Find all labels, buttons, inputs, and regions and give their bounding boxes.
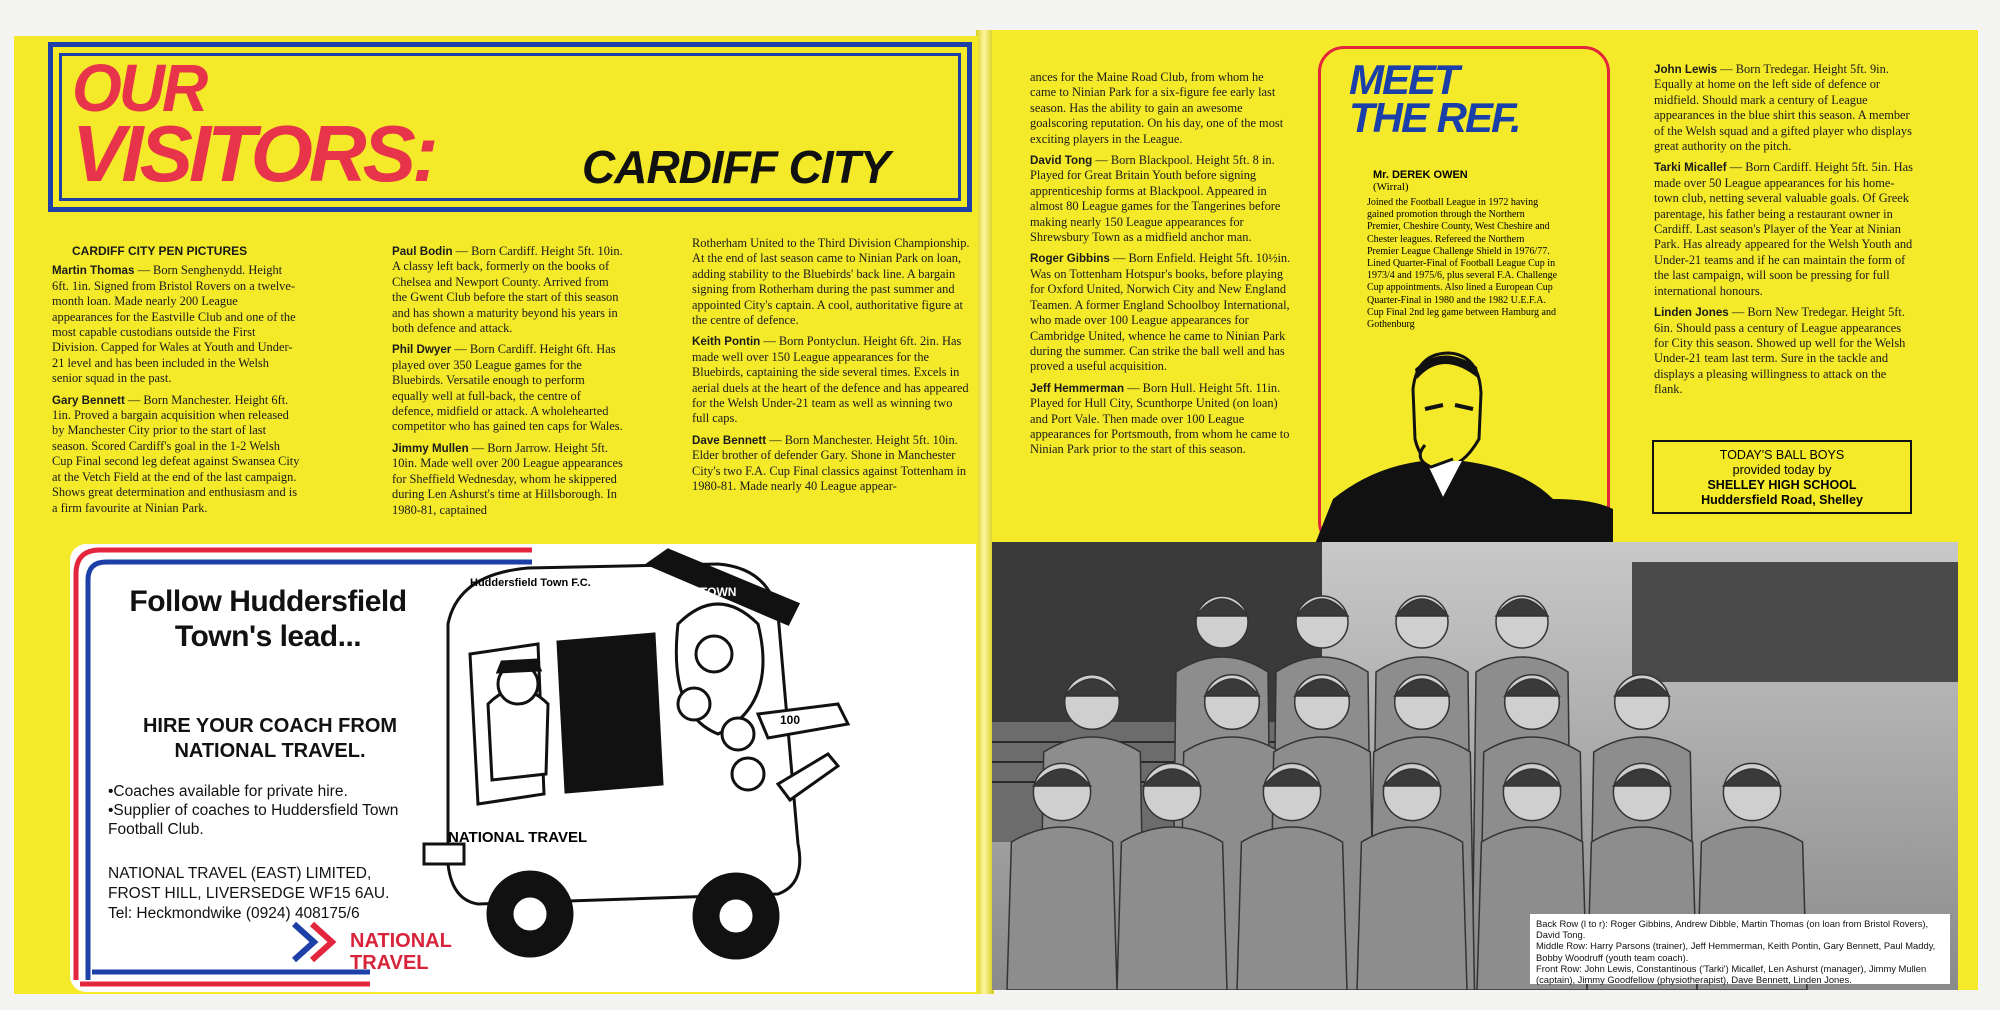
player-silhouette-body (1117, 827, 1227, 990)
national-travel-arrow-icon (290, 918, 350, 966)
ballboys-heading: TODAY'S BALL BOYS (1719, 448, 1845, 462)
player-bio: Keith Pontin — Born Pontyclun. Height 6ft. 2in. Has made well over 150 League appearances for the Bluebirds, captaining the side several times. Excels in aerial duels at the heart of the defence and has appeared for the Welsh Under-21 team as well as winning two full caps. (692, 334, 969, 426)
advert-headline: Follow Huddersfield Town's lead... (129, 585, 407, 653)
meet-the-ref-panel (1318, 46, 1610, 548)
player-bio: Phil Dwyer — Born Cardiff. Height 6ft. Has played over 350 League games for the Bluebirds. Versatile enough to perform equally well at full-back, the centre of defence, midfield or attack. A wholehearted competitor who has gained ten caps for Wales. (392, 342, 623, 434)
ball-boys-box (1652, 440, 1912, 514)
player-bio: John Lewis — Born Tredegar. Height 5ft. 9in. Equally at home on the left side of defence or midfield. Should mark a century of League appearances in the blue shirt this season. A member of the Welsh squad and a gifted player who displays great authority on the pitch. (1654, 62, 1912, 154)
player-bio: Jeff Hemmerman — Born Hull. Height 5ft. 11in. Played for Hull City, Scunthorpe United (on loan) and Port Vale. Then made over 100 League appearances for Portsmouth, from whom he came to Ninian Park prior to the start of this season. (1030, 380, 1290, 457)
address-line: FROST HILL, LIVERSEDGE WF15 6AU. (108, 885, 390, 902)
player-bio: Roger Gibbins — Born Enfield. Height 5ft. 10½in. Was on Tottenham Hotspur's books, before playing for Oxford United, Norwich City and New England Teamen. A former England Schoolboy International, who made over 100 League appearances for Cambridge United, whence he came to Ninian Park during the summer. Can strike the ball well and has proved a useful acquisition. (1030, 251, 1291, 374)
national-travel-logo: NATIONAL TRAVEL (350, 930, 452, 974)
advert-subheadline: HIRE YOUR COACH FROM NATIONAL TRAVEL. (142, 715, 398, 762)
bus-side-text: NATIONAL TRAVEL (448, 829, 588, 846)
ballboys-school: SHELLEY HIGH SCHOOL (1707, 478, 1857, 492)
title-our: OUR (72, 50, 206, 126)
address-line: NATIONAL TRAVEL (EAST) LIMITED, (108, 865, 372, 882)
player-bio: ances for the Maine Road Club, from whom he came to Ninian Park for a six-figure fee early last season. Has the ability to gain an awesome goalscoring reputation. On his day, one of the most exciting players in the League. (1030, 70, 1284, 146)
player-bio: Linden Jones — Born New Tredegar. Height 5ft. 6in. Should pass a century of League appearances for City this season. Showed up well for the Welsh Under-21 team last term. Sure in the tackle and displays a pleasing willingness to attack on the flank. (1654, 305, 1906, 397)
bullet-item: •Supplier of coaches to Huddersfield Town Football Club. (108, 802, 399, 838)
referee-portrait (1313, 349, 1613, 549)
ballboys-address: Huddersfield Road, Shelley (1701, 493, 1863, 507)
team-photo (992, 542, 1958, 990)
player-bio: Rotherham United to the Third Division Championship. At the end of last season came to Ninian Park on loan, adding stability to the Bluebirds' back line. A bargain signing from Rotherham during the past summer and appointed City's captain. A cool, authoritative figure at the centre of defence. (692, 236, 970, 328)
player-bio: Dave Bennett — Born Manchester. Height 5ft. 10in. Elder brother of defender Gary. Shone in Manchester City's two F.A. Cup Final classics against Tottenham in 1980-81. Made nearly 40 League appear- (692, 432, 967, 494)
referee-name: Mr. DEREK OWEN (1373, 169, 1468, 181)
team-photo-caption (1530, 914, 1950, 984)
player-silhouette-body (1357, 827, 1467, 990)
player-silhouette-body (1237, 827, 1347, 990)
player-bio: Paul Bodin — Born Cardiff. Height 5ft. 10in. A classy left back, formerly on the books of Chelsea and Newport County. Arrived from the Gwent Club before the start of this season and has shown a maturity beyond his years in both defence and attack. (392, 244, 623, 336)
player-bio: Tarki Micallef — Born Cardiff. Height 5ft. 5in. Has made over 50 League appearances for his home-town club, netting several valuable goals. Of Greek parentage, his father being a restaurant owner in Cardiff. Last season's Player of the Year at Ninian Park. Has already appeared for the Welsh Youth and Under-21 teams and if he can maintain the form of the last campaign, will soon be pressing for full international honours. (1654, 160, 1913, 298)
player-bio: Jimmy Mullen — Born Jarrow. Height 5ft. 10in. Made well over 200 League appearances for Sheffield Wednesday, whom he skippered during Len Ashurst's time at Hillsborough. In 1980-81, captained (392, 440, 623, 517)
caption-front-row: Front Row: John Lewis, Constantinous ('Tarki') Micallef, Len Ashurst (manager), Jimmy Mullen (captain), Jimmy Goodfellow (physiotherapist), Dave Bennett, Linden Jones. (1536, 962, 1927, 986)
caption-back-row: Back Row (l to r): Roger Gibbins, Andrew Dibble, Martin Thomas (on loan from Bristol Rovers), David Tong. (1536, 918, 1929, 941)
scarf-text: TOWN (700, 585, 737, 599)
meet-the-ref-title: MEET THE REF. (1349, 56, 1520, 141)
title-club: CARDIFF CITY (582, 141, 890, 193)
players-column-4 (1030, 70, 1292, 464)
player-silhouette-body (1007, 827, 1117, 990)
player-bio: Gary Bennett — Born Manchester. Height 6ft. 1in. Proved a bargain acquisition when released by Manchester City prior to the start of last season. Scored Cardiff's goal in the 1-2 Welsh Cup Final second leg defeat against Swansea City at the Vetch Field at the end of the last campaign. Shows great determination and enthusiasm and is a firm favourite at Ninian Park. (52, 392, 300, 515)
advert-address (108, 864, 468, 924)
coach-illustration (418, 544, 978, 992)
pen-pictures-column-3 (692, 236, 970, 501)
referee-bio: Joined the Football League in 1972 having gained promotion through the Northern Premier, Cheshire County, West Cheshire and Chester leagues. Refereed the Northern Premier League Challenge Shield in 1976/77. Lined Quarter-Final of Football League Cup in 1973/4 and 1975/6, plus several F.A. Challenge Cup appointments. Also lined a European Cup Quarter-Final in 1980 and the 1982 U.E.F.A. Cup Final 2nd leg game between Hamburg and Gothenburg (1367, 197, 1558, 331)
ballboys-text: provided today by (1732, 463, 1832, 477)
right-page (992, 30, 1978, 990)
player-bio: Martin Thomas — Born Senghenydd. Height 6ft. 1in. Signed from Bristol Rovers on a twelve-month loan. Made nearly 200 League appearances for the Eastville Club and one of the most capable custodians outside the First Division. Capped for Wales at Youth and Under-21 level and has been included in the Welsh senior squad in the past. (52, 263, 296, 386)
title-visitors: VISITORS: (72, 109, 435, 198)
bus-sign-text: Huddersfield Town F.C. (470, 577, 591, 589)
caption-middle-row: Middle Row: Harry Parsons (trainer), Jeff Hemmerman, Keith Pontin, Gary Bennett, Paul Maddy, Bobby Woodruff (youth team coach). (1536, 940, 1936, 963)
referee-region: (Wirral) (1373, 181, 1409, 193)
pen-pictures-column-2 (392, 244, 624, 524)
flag-text: 100 (780, 713, 801, 727)
pen-pictures-column-1 (52, 244, 300, 522)
phone-number: Tel: Heckmondwike (0924) 408175/6 (108, 905, 360, 922)
advert-bullets (108, 782, 448, 839)
national-travel-advert (70, 544, 976, 992)
pen-pictures-title: CARDIFF CITY PEN PICTURES (72, 244, 248, 258)
bullet-item: •Coaches available for private hire. (108, 783, 348, 800)
player-bio: David Tong — Born Blackpool. Height 5ft. 8 in. Played for Great Britain Youth before signing apprenticeship forms at Blackpool. Appeared in almost 80 League games for the Tangerines before making nearly 150 League appearances for Shrewsbury Town as a midfield anchor man. (1030, 153, 1281, 245)
players-column-5 (1654, 62, 1916, 404)
